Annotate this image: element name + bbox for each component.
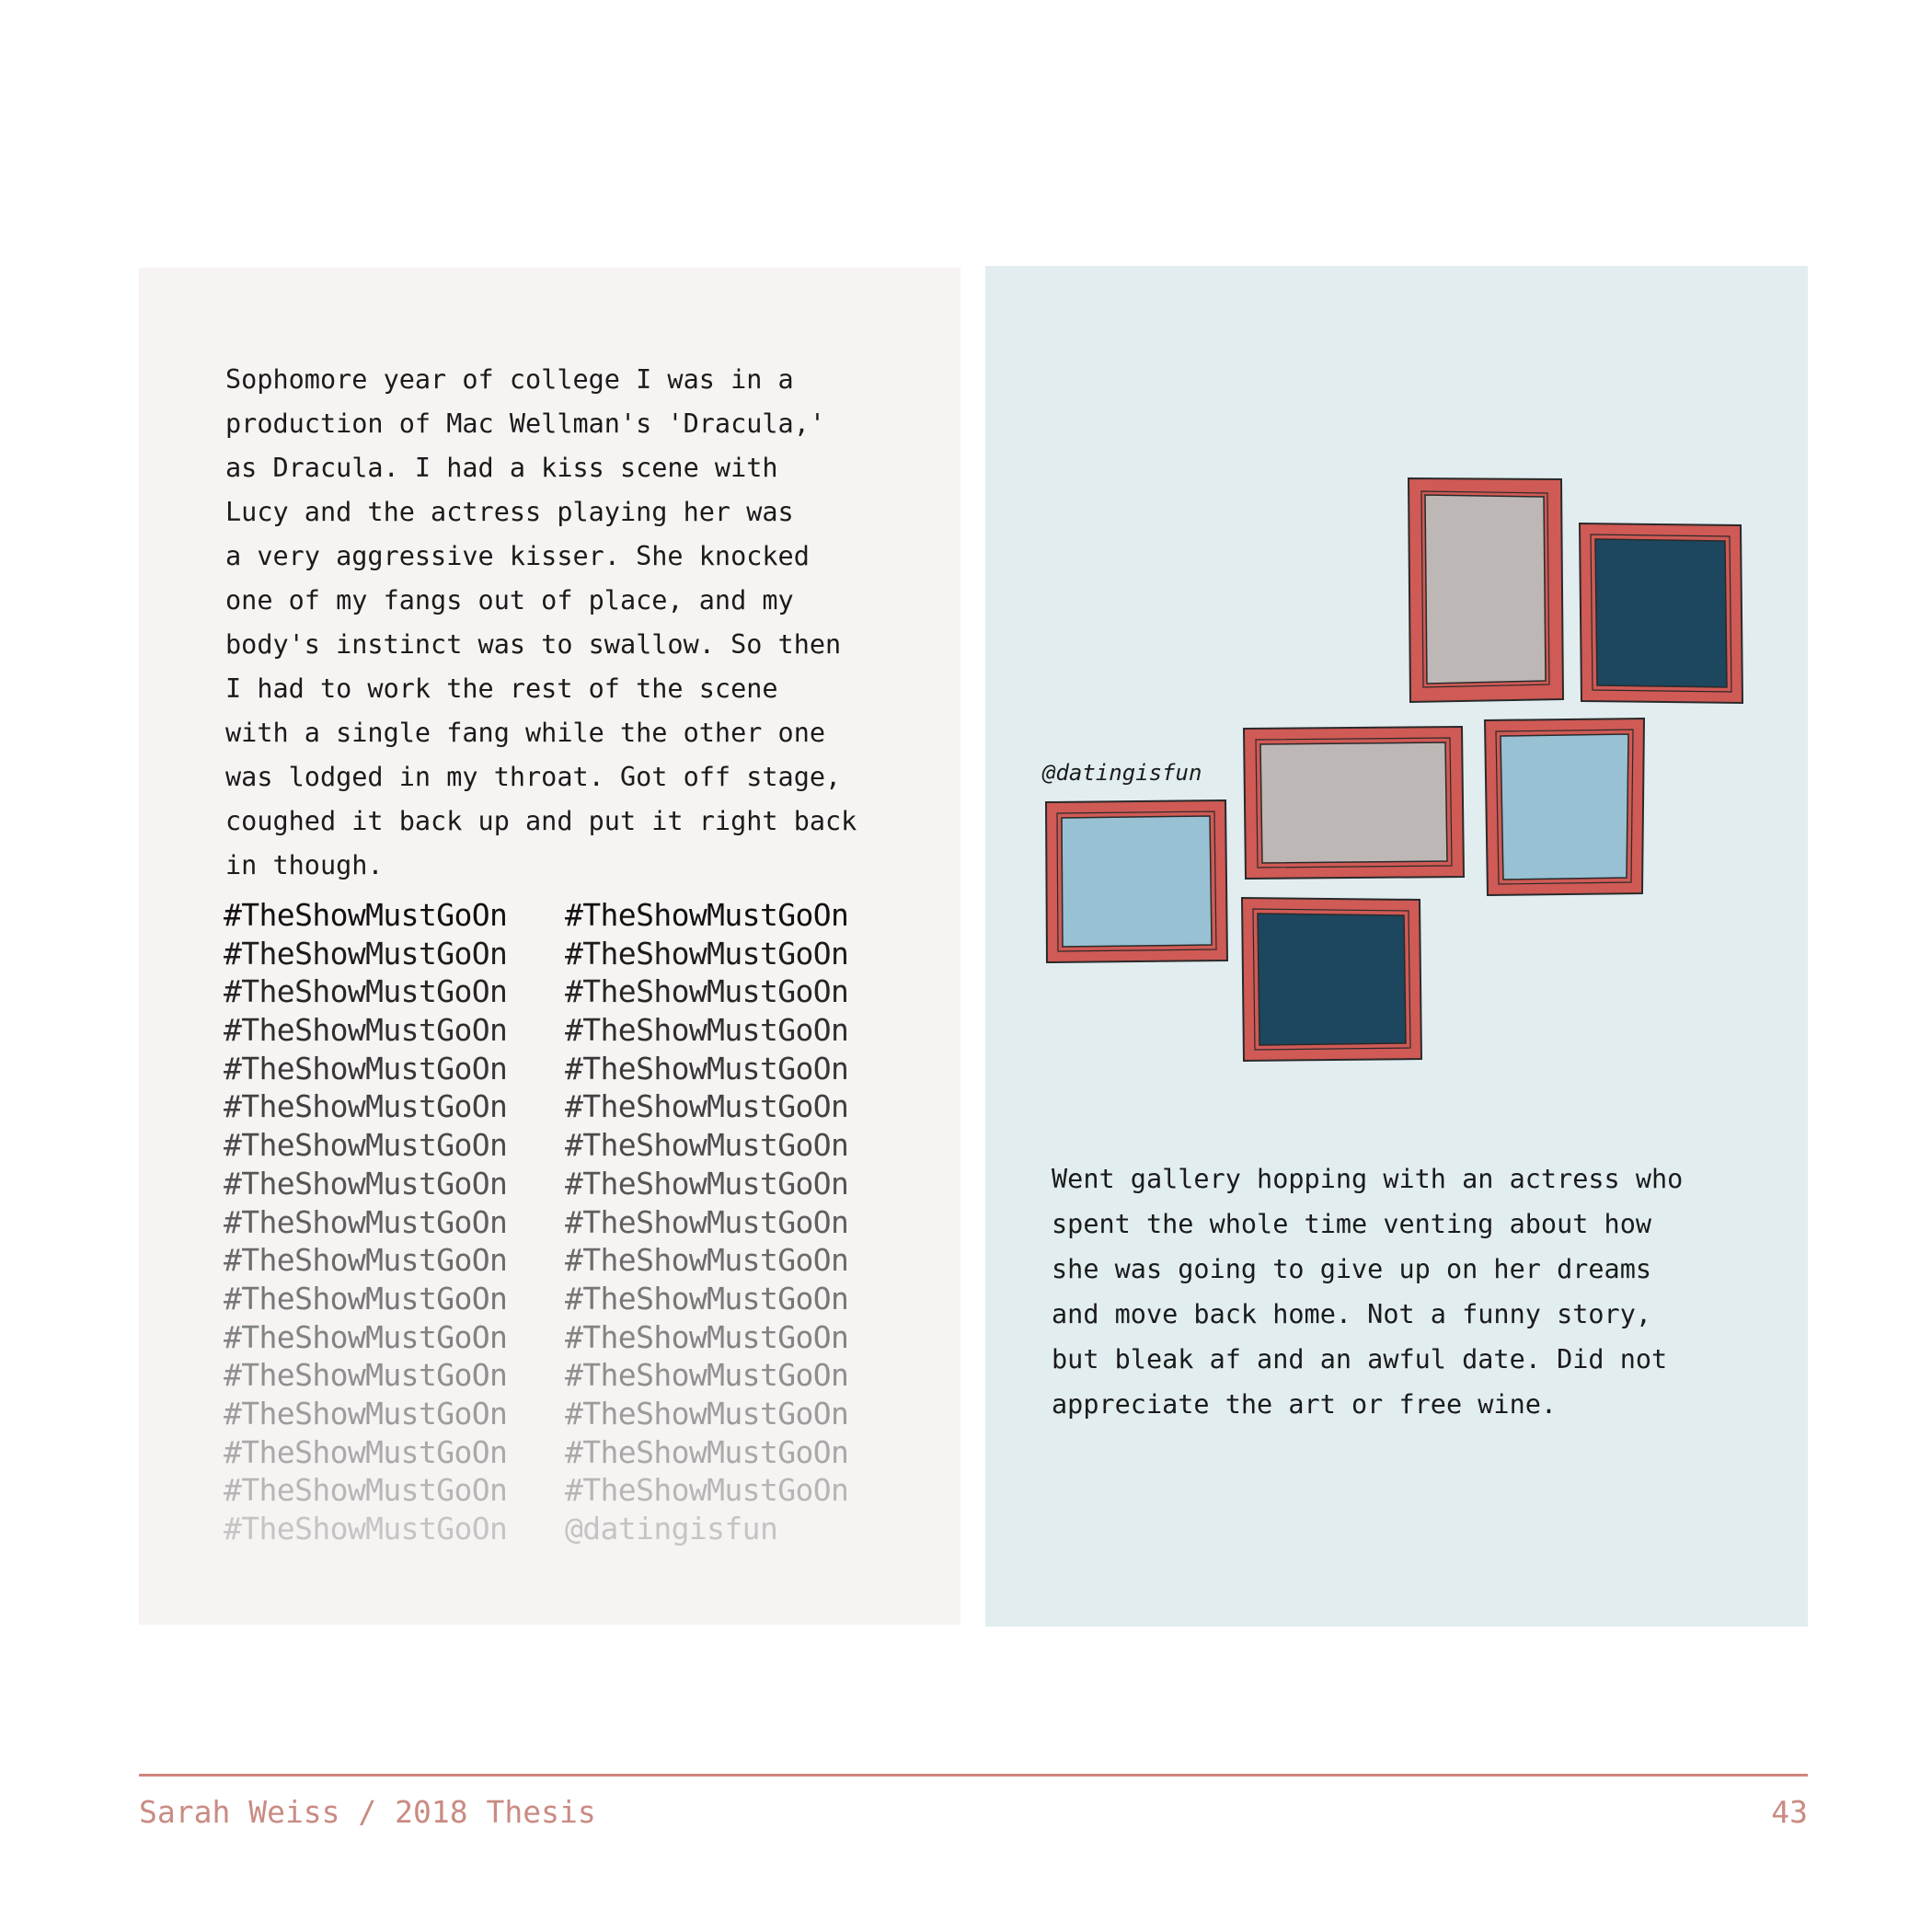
hashtag-text: #TheShowMustGoOn	[224, 1012, 508, 1049]
left-story-text	[225, 358, 906, 888]
frame-top-navy	[1580, 523, 1742, 703]
story-line: one of my fangs out of place, and my	[225, 585, 794, 615]
story-line: as Dracula. I had a kiss scene with	[225, 453, 778, 483]
story-line: Went gallery hopping with an actress who	[1052, 1164, 1684, 1194]
hashtag-row	[224, 972, 923, 1011]
frame-middle-sky	[1485, 719, 1644, 895]
story-line: in though.	[225, 850, 384, 880]
story-line: appreciate the art or free wine.	[1052, 1389, 1558, 1420]
hashtag-text: #TheShowMustGoOn	[565, 1242, 849, 1279]
hashtag-block	[224, 896, 923, 1548]
hashtag-row	[224, 1165, 923, 1203]
hashtag-row	[224, 896, 923, 935]
story-line: spent the whole time venting about how	[1052, 1209, 1652, 1239]
hashtag-text: #TheShowMustGoOn	[565, 897, 849, 933]
hashtag-text: #TheShowMustGoOn	[565, 1012, 849, 1049]
hashtag-text: #TheShowMustGoOn	[224, 1127, 508, 1164]
hashtag-text: #TheShowMustGoOn	[224, 1280, 508, 1317]
story-line: was lodged in my throat. Got off stage,	[225, 762, 842, 792]
hashtag-text: #TheShowMustGoOn	[224, 1165, 508, 1202]
hashtag-row	[224, 1241, 923, 1280]
hashtag-row	[224, 1050, 923, 1088]
story-line: Sophomore year of college I was in a	[225, 364, 794, 395]
hashtag-text: #TheShowMustGoOn	[565, 935, 849, 972]
story-line: but bleak af and an awful date. Did not	[1052, 1344, 1668, 1374]
hashtag-text: #TheShowMustGoOn	[565, 1280, 849, 1317]
right-story-text	[1052, 1156, 1769, 1427]
hashtag-text: #TheShowMustGoOn	[565, 1203, 849, 1240]
hashtag-row	[224, 1471, 923, 1510]
story-line: body's instinct was to swallow. So then	[225, 629, 842, 660]
story-line: production of Mac Wellman's 'Dracula,'	[225, 408, 826, 439]
hashtag-text: @datingisfun	[565, 1511, 778, 1547]
hashtag-text: #TheShowMustGoOn	[224, 897, 508, 933]
hashtag-text: #TheShowMustGoOn	[565, 1050, 849, 1087]
hashtag-row	[224, 1280, 923, 1318]
hashtag-text: #TheShowMustGoOn	[565, 1472, 849, 1509]
hashtag-text: #TheShowMustGoOn	[224, 1395, 508, 1432]
story-line: and move back home. Not a funny story,	[1052, 1299, 1652, 1329]
hashtag-row	[224, 1318, 923, 1357]
hashtag-row	[224, 1126, 923, 1165]
story-line: coughed it back up and put it right back	[225, 806, 857, 836]
instagram-handle: @datingisfun	[1042, 760, 1202, 786]
right-story-panel	[985, 266, 1808, 1627]
footer-credit: Sarah Weiss / 2018 Thesis	[139, 1794, 596, 1830]
hashtag-text: #TheShowMustGoOn	[224, 1318, 508, 1355]
hashtag-text: #TheShowMustGoOn	[224, 1472, 508, 1509]
hashtag-row	[224, 1011, 923, 1050]
hashtag-row	[224, 1395, 923, 1433]
frame-middle-gray	[1244, 727, 1464, 879]
story-line: she was going to give up on her dreams	[1052, 1254, 1652, 1284]
hashtag-text: #TheShowMustGoOn	[565, 1433, 849, 1470]
hashtag-row	[224, 1087, 923, 1126]
hashtag-text: #TheShowMustGoOn	[565, 1357, 849, 1394]
hashtag-text: #TheShowMustGoOn	[565, 1088, 849, 1125]
hashtag-text: #TheShowMustGoOn	[224, 1088, 508, 1125]
hashtag-text: #TheShowMustGoOn	[224, 973, 508, 1010]
hashtag-text: #TheShowMustGoOn	[565, 1127, 849, 1164]
hashtag-row	[224, 935, 923, 973]
hashtag-text: #TheShowMustGoOn	[224, 1050, 508, 1087]
frame-bottom-navy	[1242, 898, 1421, 1061]
hashtag-text: #TheShowMustGoOn	[224, 1511, 508, 1547]
left-story-panel	[139, 268, 960, 1625]
story-line: Lucy and the actress playing her was	[225, 497, 794, 527]
hashtag-text: #TheShowMustGoOn	[565, 1318, 849, 1355]
hashtag-text: #TheShowMustGoOn	[565, 973, 849, 1010]
hashtag-text: #TheShowMustGoOn	[224, 935, 508, 972]
story-line: a very aggressive kisser. She knocked	[225, 541, 810, 571]
hashtag-text: #TheShowMustGoOn	[565, 1165, 849, 1202]
frame-left-sky	[1046, 800, 1227, 962]
footer-rule	[139, 1774, 1808, 1777]
hashtag-text: #TheShowMustGoOn	[224, 1433, 508, 1470]
hashtag-row	[224, 1433, 923, 1472]
hashtag-text: #TheShowMustGoOn	[224, 1203, 508, 1240]
hashtag-text: #TheShowMustGoOn	[224, 1242, 508, 1279]
hashtag-text: #TheShowMustGoOn	[224, 1357, 508, 1394]
hashtag-row	[224, 1510, 923, 1548]
frame-top-gray	[1409, 478, 1563, 702]
hashtag-text: #TheShowMustGoOn	[565, 1395, 849, 1432]
hashtag-row	[224, 1356, 923, 1395]
hashtag-row	[224, 1203, 923, 1242]
story-line: I had to work the rest of the scene	[225, 673, 778, 704]
story-line: with a single fang while the other one	[225, 718, 826, 748]
page-number: 43	[1771, 1794, 1808, 1830]
